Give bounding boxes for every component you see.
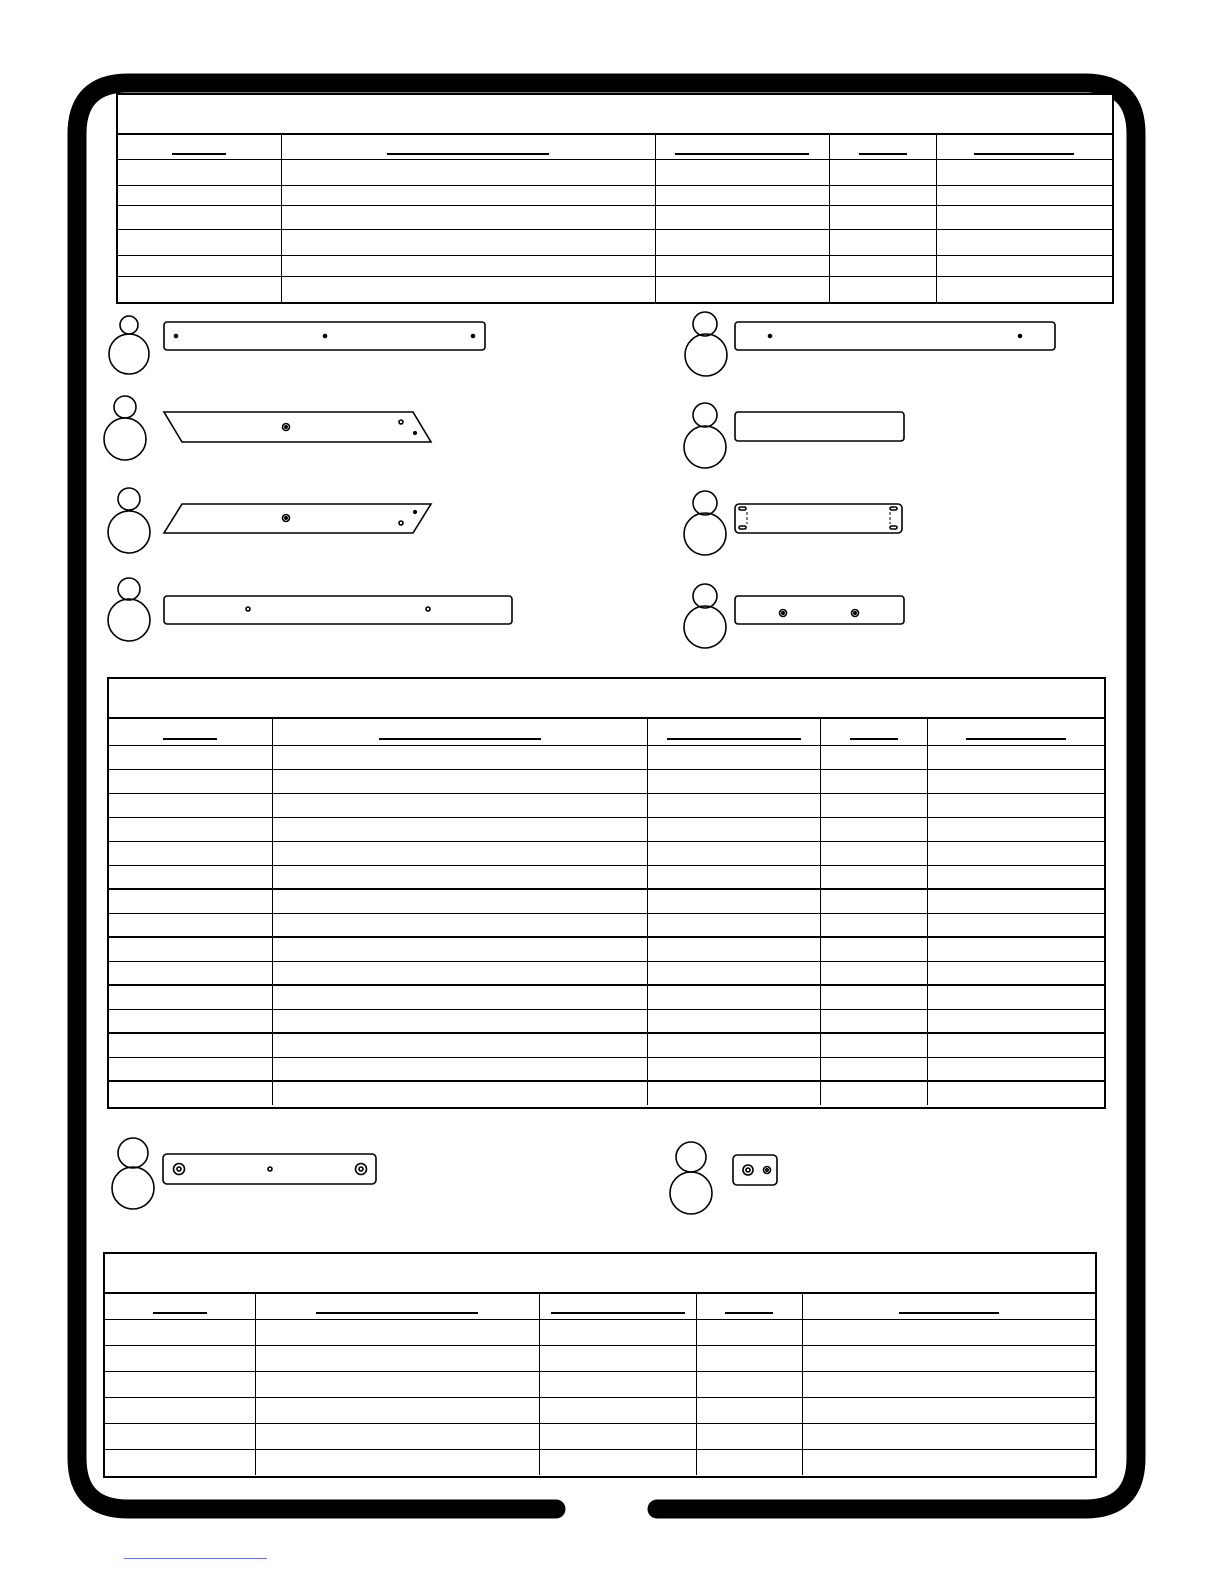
parts-table-3 [103,1252,1097,1478]
table-cell [927,937,1104,961]
table-cell [829,276,936,302]
table-cell [539,1449,696,1475]
table-cell [109,1009,272,1033]
table-cell [647,745,820,769]
table-cell [927,913,1104,937]
table-cell [272,889,647,913]
table-cell [696,1423,802,1449]
table-3-header-5 [802,1294,1095,1319]
table-cell [109,769,272,793]
table-3-grid [105,1294,1095,1475]
table-1-header-5 [936,135,1112,159]
table-cell [802,1397,1095,1423]
table-1-title [118,95,1112,135]
table-cell [105,1449,255,1475]
table-2-header-5 [927,719,1104,745]
table-cell [829,229,936,255]
table-cell [109,841,272,865]
table-cell [109,985,272,1009]
table-cell [820,985,927,1009]
table-cell [105,1371,255,1397]
table-cell [802,1423,1095,1449]
table-1-header-3 [655,135,829,159]
parts-table-2 [107,677,1106,1109]
table-cell [829,255,936,276]
table-cell [272,745,647,769]
table-cell [647,841,820,865]
table-3-header-1 [105,1294,255,1319]
table-cell [936,185,1112,205]
table-2-row [109,961,1104,985]
table-1-row [118,159,1112,185]
table-cell [281,255,655,276]
table-cell [696,1449,802,1475]
table-1-row [118,255,1112,276]
table-cell [272,1057,647,1081]
table-cell [105,1397,255,1423]
table-2-row [109,1057,1104,1081]
table-2-header-2 [272,719,647,745]
table-cell [647,1081,820,1105]
table-cell [118,159,281,185]
parts-table-1 [116,93,1114,304]
table-cell [927,745,1104,769]
table-3-row [105,1449,1095,1475]
table-2-row [109,793,1104,817]
table-2-grid [109,719,1104,1105]
table-cell [109,745,272,769]
table-cell [281,185,655,205]
table-cell [802,1345,1095,1371]
table-2-row [109,865,1104,889]
table-cell [109,793,272,817]
table-cell [647,913,820,937]
table-cell [927,1033,1104,1057]
table-cell [109,1081,272,1105]
table-cell [281,276,655,302]
table-cell [820,1081,927,1105]
table-cell [105,1345,255,1371]
table-cell [118,205,281,229]
table-cell [109,961,272,985]
table-cell [255,1449,539,1475]
table-cell [696,1371,802,1397]
table-cell [927,865,1104,889]
table-cell [820,769,927,793]
table-cell [655,276,829,302]
table-2-row [109,1009,1104,1033]
table-cell [829,185,936,205]
table-cell [927,889,1104,913]
table-2-row [109,985,1104,1009]
table-cell [647,817,820,841]
table-cell [820,961,927,985]
table-cell [820,1033,927,1057]
table-cell [927,985,1104,1009]
table-2-row [109,817,1104,841]
table-cell [281,229,655,255]
table-cell [820,793,927,817]
table-cell [255,1423,539,1449]
table-cell [936,159,1112,185]
table-2-header-1 [109,719,272,745]
table-cell [272,937,647,961]
table-cell [820,841,927,865]
table-2-row [109,889,1104,913]
table-3-header-4 [696,1294,802,1319]
table-cell [696,1345,802,1371]
table-2-row [109,769,1104,793]
table-cell [820,1057,927,1081]
table-cell [272,841,647,865]
table-cell [255,1345,539,1371]
table-cell [272,817,647,841]
table-cell [539,1345,696,1371]
table-cell [696,1319,802,1345]
table-cell [655,229,829,255]
table-cell [105,1319,255,1345]
table-cell [109,937,272,961]
table-cell [802,1319,1095,1345]
table-2-row [109,937,1104,961]
table-cell [936,276,1112,302]
table-1-header-1 [118,135,281,159]
table-3-header-3 [539,1294,696,1319]
table-cell [272,961,647,985]
table-cell [927,841,1104,865]
table-1-row [118,229,1112,255]
table-cell [109,865,272,889]
table-cell [109,913,272,937]
table-cell [820,865,927,889]
table-cell [820,913,927,937]
table-cell [820,745,927,769]
table-cell [829,159,936,185]
table-cell [927,961,1104,985]
table-cell [118,185,281,205]
table-3-row [105,1345,1095,1371]
table-cell [655,185,829,205]
table-cell [109,1033,272,1057]
table-cell [255,1371,539,1397]
table-cell [118,276,281,302]
table-2-row [109,841,1104,865]
table-3-title [105,1254,1095,1294]
table-3-row [105,1319,1095,1345]
table-cell [927,1009,1104,1033]
table-3-header-2 [255,1294,539,1319]
table-cell [272,1081,647,1105]
table-3-row [105,1397,1095,1423]
table-cell [109,817,272,841]
table-cell [820,889,927,913]
table-2-header-3 [647,719,820,745]
table-cell [655,159,829,185]
table-cell [647,937,820,961]
table-1-grid [118,135,1112,302]
table-cell [647,1033,820,1057]
table-cell [539,1319,696,1345]
table-cell [647,769,820,793]
table-cell [936,205,1112,229]
table-cell [647,961,820,985]
table-2-row [109,1081,1104,1105]
table-cell [936,229,1112,255]
table-2-row [109,745,1104,769]
table-cell [647,865,820,889]
footer-link[interactable] [124,1558,267,1559]
table-cell [118,229,281,255]
table-cell [539,1397,696,1423]
table-cell [802,1371,1095,1397]
table-3-row [105,1371,1095,1397]
table-2-title [109,679,1104,719]
table-cell [272,985,647,1009]
table-cell [539,1423,696,1449]
table-cell [272,793,647,817]
table-cell [281,205,655,229]
table-cell [647,1057,820,1081]
table-cell [927,1057,1104,1081]
table-cell [272,913,647,937]
table-cell [272,769,647,793]
table-cell [802,1449,1095,1475]
table-cell [272,1033,647,1057]
table-cell [820,937,927,961]
table-cell [109,889,272,913]
table-cell [927,1081,1104,1105]
table-cell [255,1397,539,1423]
table-cell [696,1397,802,1423]
table-cell [647,1009,820,1033]
table-cell [820,817,927,841]
table-cell [281,159,655,185]
table-cell [109,1057,272,1081]
table-cell [647,793,820,817]
table-1-row [118,185,1112,205]
table-cell [118,255,281,276]
table-cell [255,1319,539,1345]
table-cell [272,1009,647,1033]
table-cell [655,205,829,229]
table-cell [105,1423,255,1449]
table-2-row [109,913,1104,937]
table-cell [539,1371,696,1397]
table-2-row [109,1033,1104,1057]
table-cell [647,889,820,913]
table-1-row [118,276,1112,302]
table-cell [655,255,829,276]
table-1-row [118,205,1112,229]
table-2-header-4 [820,719,927,745]
table-cell [272,865,647,889]
table-1-header-2 [281,135,655,159]
table-cell [829,205,936,229]
table-cell [936,255,1112,276]
table-1-header-4 [829,135,936,159]
table-cell [927,793,1104,817]
table-cell [927,769,1104,793]
table-cell [647,985,820,1009]
table-cell [927,817,1104,841]
table-cell [820,1009,927,1033]
table-3-row [105,1423,1095,1449]
